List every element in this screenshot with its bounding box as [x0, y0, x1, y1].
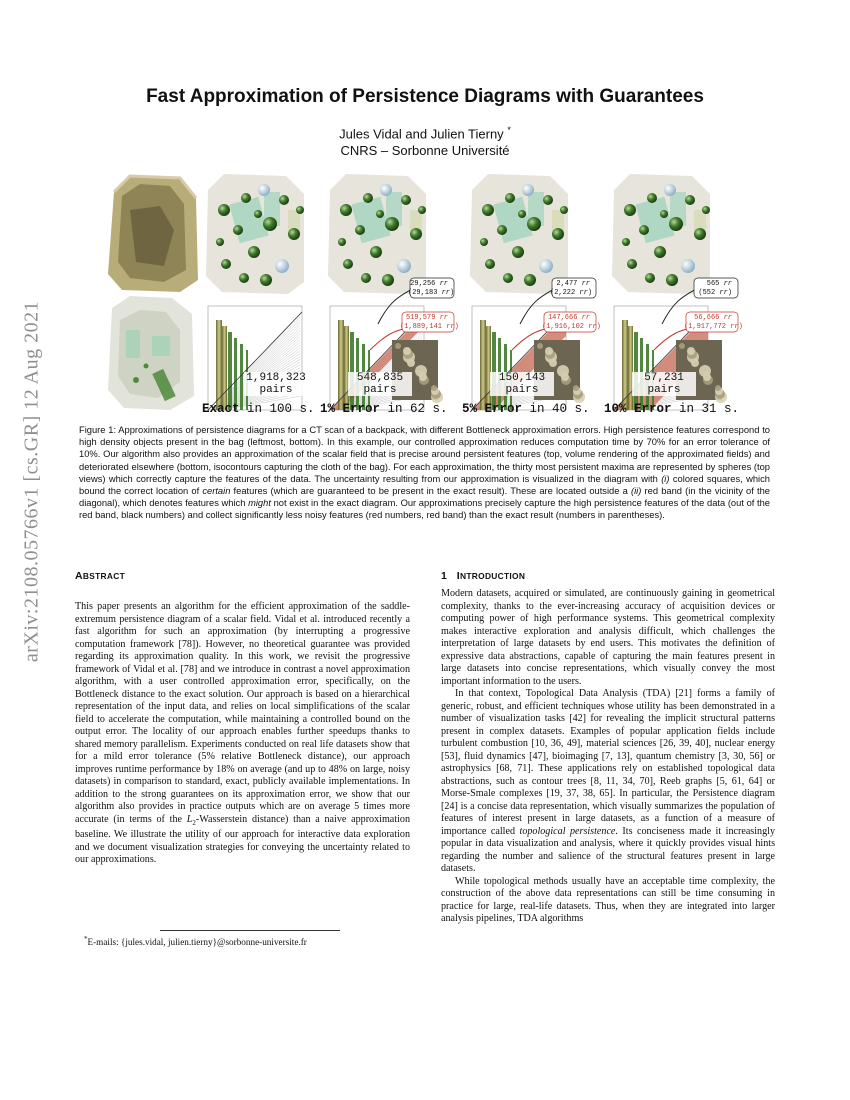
maximum-sphere	[522, 184, 534, 196]
maximum-sphere	[382, 274, 394, 286]
maximum-sphere	[260, 274, 272, 286]
maximum-sphere	[624, 204, 636, 216]
pairs-number: 1,918,323	[246, 372, 306, 384]
footnote-text: E-mails: {jules.vidal, julien.tierny}@sorbonne-universite.fr	[87, 937, 307, 948]
runtime: in 31 s.	[671, 402, 740, 416]
red-number: 147,666	[547, 314, 578, 322]
maximum-sphere	[241, 193, 251, 203]
red-exact-number: (1,917,772	[684, 322, 727, 331]
maximum-sphere	[527, 217, 541, 231]
pairs-number: 150,143	[498, 372, 546, 384]
backpack-volume-image	[108, 176, 198, 292]
backpack-isocontour-image	[108, 296, 194, 410]
text-run: Modern datasets, acquired or simulated, are continuously gaining in geometrical complexity, thanks to the ever-increasing accuracy of acquisition devices or computing power of high performance systems. This geometrical complexity makes interactive exploration and analysis difficult, which challenges the interpretation of large datasets by end users. This motivates the definition of expressive data abstractions, capable of capturing the main features present in large datasets into concise representations, which visually convey the most important information to the users.	[441, 588, 775, 687]
maximum-sphere	[666, 274, 678, 286]
black-exact-number: (29,183	[408, 288, 438, 297]
black-number: 29,256	[410, 280, 436, 288]
maximum-sphere	[552, 228, 564, 240]
persistence-pair-bar	[634, 332, 638, 410]
maximum-sphere	[685, 195, 695, 205]
pairs-number: 57,231	[644, 372, 684, 384]
error-level: 1% Error	[320, 402, 381, 416]
footnote-rule	[160, 930, 340, 931]
pairs-count	[348, 372, 412, 396]
author-block	[0, 122, 850, 159]
maximum-sphere	[279, 195, 289, 205]
error-level: 10% Error	[604, 402, 672, 416]
maximum-sphere	[539, 259, 553, 273]
persistence-pair-bar	[222, 326, 227, 410]
text-run: 2	[192, 818, 196, 827]
error-level: 5% Error	[462, 402, 523, 416]
panel-caption	[320, 402, 448, 416]
runtime: in 40 s.	[522, 402, 590, 416]
text-run: certain	[202, 486, 231, 497]
maximum-sphere	[654, 246, 666, 258]
maximum-sphere	[340, 204, 352, 216]
maximum-sphere	[560, 206, 568, 214]
pairs-number: 548,835	[356, 372, 404, 384]
error-level: Exact	[202, 402, 240, 416]
maximum-sphere	[363, 193, 373, 203]
black-number: 565	[706, 280, 720, 288]
intro-paragraph	[441, 876, 775, 926]
persistence-pair-bar	[492, 332, 496, 410]
pairs-count	[244, 372, 308, 396]
maximum-sphere	[518, 210, 526, 218]
text-run: might	[248, 498, 271, 509]
text-run: colored squares, which bound the correct location of	[79, 473, 770, 497]
maximum-sphere	[524, 274, 536, 286]
maximum-sphere	[216, 238, 224, 246]
maximum-sphere	[239, 273, 249, 283]
certain-feature-count: 29,256 rr (29,183 rr	[408, 280, 451, 297]
red-exact-number: (1,889,141	[400, 322, 443, 331]
maximum-sphere	[660, 210, 668, 218]
maximum-sphere	[482, 204, 494, 216]
panel-caption	[202, 402, 315, 416]
authors: Jules Vidal and Julien Tierny	[339, 126, 504, 142]
maximum-sphere	[512, 246, 524, 258]
maximum-sphere	[503, 273, 513, 283]
maximum-sphere	[669, 217, 683, 231]
uncertain-feature-count: 56,666 rr (1,917,772 rr)	[684, 314, 743, 331]
text-run: not exist in the exact diagram. Our approximations precisely capture the high persistence features of the data (out of the red band, black numbers) and collect significantly less noisy features (red numbers, red band) than the exact result (numbers in parentheses).	[79, 498, 770, 521]
pairs-count	[632, 372, 696, 396]
maximum-sphere	[505, 193, 515, 203]
maximum-sphere	[258, 184, 270, 196]
figure-caption	[79, 424, 770, 522]
certain-feature-count: 2,477 rr (2,222 rr)	[550, 280, 593, 297]
maximum-sphere	[397, 259, 411, 273]
pairs-label: pairs	[647, 384, 681, 396]
text-run: (i)	[661, 473, 670, 484]
introduction-body	[441, 588, 775, 926]
runtime: in 62 s.	[380, 402, 448, 416]
maximum-sphere	[681, 259, 695, 273]
red-exact-number: (1,916,102	[542, 322, 585, 331]
maximum-sphere	[288, 228, 300, 240]
text-run: This paper presents an algorithm for the efficient approximation of the saddle-extremum persistence diagram of a scalar field. Vidal et al. introduced recently a fast algorithm for such an approximation (by interrupting a progressive computation framework [78]). However, no theoretical guarantee was provided regarding its approximation quality. In this work, we revisit the progressive framework of Vidal et al. [78] and we introduce in contrast a novel approximation algorithm, with a user controlled approximation error, specifically, on the Bottleneck distance to the exact solution. Our approach is based on a hierarchical representation of the input data, and relies on local simplifications of the scalar field to accelerate the computation, while maintaining a controlled bound on the output error. The locality of our approach enables further speedups thanks to shared memory parallelism. Experiments conducted on real life datasets show that for a mild error tolerance (5% relative Bottleneck distance), our approach improves runtime performance by 18% on average (and up to 48% on large, noisy datasets) in comparison to standard, exact, publicly available implementations. In addition to the strong guarantees on its approximation error, we show that our algorithm also provides in practice outputs which are on average 5 times more accurate (in terms of the	[75, 601, 410, 825]
pairs-label: pairs	[363, 384, 397, 396]
text-run: (ii)	[630, 486, 642, 497]
text-run: Figure 1: Approximations of persistence diagrams for a CT scan of a backpack, with different Bottleneck approximation errors. High persistence features correspond to high density objects present in the bag (leftmost, bottom). In this example, our controlled approximation reduces computation time by 70% for an error tolerance of 10%. Our algorithm also provides an approximation of the scalar field that is precise around persistent features (top, volume rendering of the approximated fields) and deteriorated elsewhere (bottom, isocontours capturing the cloth of the bag). For each approximation, the thirty most persistent maxima are represented by spheres (top views) which correctly capture the features of the data. The uncertainty resulting from our approximation is visualized in the diagram with	[79, 425, 770, 484]
maximum-sphere	[639, 225, 649, 235]
volume-view-panel	[206, 174, 304, 294]
black-exact-number: (552	[698, 288, 716, 297]
panel-caption	[462, 402, 590, 416]
pairs-label: pairs	[505, 384, 539, 396]
persistence-pair-bar	[240, 344, 243, 410]
maximum-sphere	[702, 206, 710, 214]
text-run: While topological methods usually have an acceptable time complexity, the construction of the above data representations can still be time consuming in practice for large, real-life datasets. Thus, when they are integrated into larger analysis pipelines, TDA algorithms	[441, 875, 775, 924]
pairs-count	[490, 372, 554, 396]
paper-title: Fast Approximation of Persistence Diagrams with Guarantees	[146, 86, 704, 107]
pairs-label: pairs	[259, 384, 293, 396]
text-run: In that context, Topological Data Analysis (TDA) [21] forms a family of generic, robust, and efficient techniques whose utility has been demonstrated in a number of visualization tasks [42] for revealing the implicit structural patterns present in complex datasets. Examples of popular application fields include turbulent combustion [10, 36, 49], material sciences [26, 39, 40], nuclear energy [53], fluid dynamics [47], bioimaging [7, 13], quantum chemistry [3, 30, 56] or astrophysics [68, 71]. These applications rely on established topological data abstractions, such as contour trees [8, 11, 34, 70], Reeb graphs [5, 61, 64] or Morse-Smale complexes [19, 37, 38, 65]. In particular, the Persistence diagram [24] is a concise data representation, which visually summarizes the population of features of interest present in large datasets, as a function of a measure of importance called	[441, 688, 775, 837]
maximum-sphere	[296, 206, 304, 214]
maximum-sphere	[418, 206, 426, 214]
footnote	[84, 935, 307, 947]
abstract-heading: ABSTRACT	[75, 570, 126, 582]
maximum-sphere	[233, 225, 243, 235]
maximum-sphere	[370, 246, 382, 258]
red-number: 519,579	[405, 314, 436, 322]
arxiv-side-label: arXiv:2108.05766v1 [cs.GR] 12 Aug 2021	[20, 300, 43, 663]
maximum-sphere	[254, 210, 262, 218]
maximum-sphere	[543, 195, 553, 205]
maximum-sphere	[263, 217, 277, 231]
black-exact-number: (2,222	[550, 288, 576, 297]
maximum-sphere	[497, 225, 507, 235]
maximum-sphere	[664, 184, 676, 196]
maximum-sphere	[361, 273, 371, 283]
maximum-sphere	[647, 193, 657, 203]
persistence-pair-bar	[486, 326, 491, 410]
maximum-sphere	[376, 210, 384, 218]
text-run: features (which are guaranteed to be present in the exact result). These are located outside a	[230, 486, 631, 497]
author-footnote-mark: *	[507, 125, 511, 135]
runtime: in 100 s.	[239, 402, 315, 416]
volume-view-panel	[470, 174, 568, 294]
maximum-sphere	[221, 259, 231, 269]
maximum-sphere	[645, 273, 655, 283]
maximum-sphere	[480, 238, 488, 246]
certain-feature-count: 565 rr (552 rr)	[698, 280, 732, 297]
affiliation: CNRS – Sorbonne Université	[340, 143, 510, 159]
abstract-heading-text: BSTRACT	[82, 571, 126, 581]
text-run: -Wasserstein distance) than a naive approximation baseline. We illustrate the utility of our approach for interactive data exploration and we document visualization strategies for conveying the uncertainty related to our approximations.	[75, 813, 410, 866]
persistence-pair-bar	[628, 326, 633, 410]
maximum-sphere	[275, 259, 289, 273]
maximum-sphere	[218, 204, 230, 216]
maximum-sphere	[627, 259, 637, 269]
persistence-pair-bar	[344, 326, 349, 410]
red-number: 56,666	[694, 314, 720, 322]
maximum-sphere	[338, 238, 346, 246]
persistence-pair-bar	[350, 332, 354, 410]
maximum-sphere	[380, 184, 392, 196]
maximum-sphere	[401, 195, 411, 205]
maximum-sphere	[485, 259, 495, 269]
black-number: 2,477	[556, 280, 578, 288]
text-run: red band (in the vicinity of the diagonal), which denotes features which	[79, 486, 770, 509]
persistence-pair-bar	[228, 332, 232, 410]
maximum-sphere	[410, 228, 422, 240]
introduction-heading: 1 INTRODUCTION	[441, 570, 526, 582]
panel-caption	[604, 402, 739, 416]
abstract-body	[75, 601, 410, 867]
maximum-sphere	[355, 225, 365, 235]
uncertain-feature-count: 519,579 rr (1,889,141 rr)	[400, 314, 459, 331]
maximum-sphere	[343, 259, 353, 269]
text-run: topological persistence	[519, 825, 616, 837]
maximum-sphere	[248, 246, 260, 258]
text-run: . Its conciseness made it increasingly popular in data visualization and analysis, where it quickly provides visual hints regarding the number and salience of the structural features present in large datasets.	[441, 825, 775, 874]
intro-paragraph	[441, 688, 775, 876]
uncertain-feature-count: 147,666 rr (1,916,102 rr)	[542, 314, 601, 331]
maximum-sphere	[694, 228, 706, 240]
persistence-pair-bar	[234, 338, 237, 410]
text-run: L	[186, 813, 193, 825]
footnote-mark: *	[84, 935, 88, 943]
intro-paragraph	[441, 588, 775, 688]
volume-view-panel	[612, 174, 710, 294]
maximum-sphere	[622, 238, 630, 246]
volume-view-panel	[328, 174, 426, 294]
maximum-sphere	[385, 217, 399, 231]
section-number: 1	[441, 570, 448, 582]
